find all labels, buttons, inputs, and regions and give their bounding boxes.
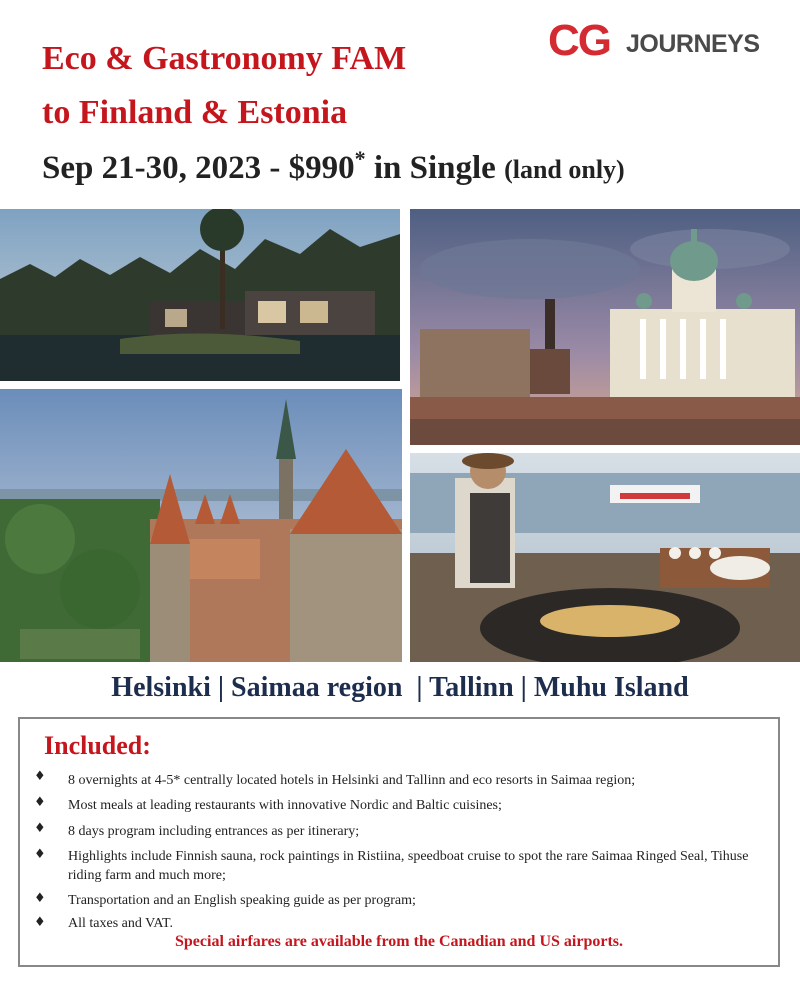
special-airfares-note: Special airfares are available from the Canadian and US airports. (175, 933, 623, 950)
outdoor-chef-cooking-photo (410, 453, 800, 662)
bullet-icon: ♦ (34, 847, 46, 862)
included-item: Transportation and an English speaking guide as per program; (68, 893, 416, 908)
bullet-icon: ♦ (34, 891, 46, 906)
page-title-line-2: to Finland & Estonia (42, 94, 348, 131)
bullet-icon: ♦ (34, 795, 46, 810)
price-asterisk: * (354, 146, 366, 171)
helsinki-cathedral-photo (410, 209, 800, 445)
land-only-note: (land only) (504, 155, 625, 184)
included-item: 8 overnights at 4-5* centrally located hotels in Helsinki and Tallinn and eco resorts in Saimaa region; (68, 773, 636, 788)
tallinn-old-town-photo (0, 389, 402, 662)
lakeside-eco-resort-photo (0, 209, 400, 381)
destinations-line: Helsinki | Saimaa region | Tallinn | Muhu Island (111, 672, 689, 703)
included-item: Most meals at leading restaurants with innovative Nordic and Baltic cuisines; (68, 798, 502, 813)
included-box (18, 717, 780, 967)
logo-cg: CG (548, 16, 610, 65)
bullet-icon: ♦ (34, 915, 46, 930)
included-item: Highlights include Finnish sauna, rock paintings in Ristiina, speedboat cruise to spot the rare Saimaa Ringed Seal, Tihuse riding farm and much more; (68, 849, 749, 883)
cg-journeys-logo (548, 16, 780, 65)
bullet-icon: ♦ (34, 769, 46, 784)
logo-journeys: JOURNEYS (626, 30, 760, 58)
included-title: Included: (44, 731, 151, 760)
dates-price-line (42, 146, 625, 187)
occupancy-label: in Single (365, 150, 505, 186)
included-item: 8 days program including entrances as per itinerary; (68, 824, 360, 839)
page-title-line-1: Eco & Gastronomy FAM (42, 40, 407, 77)
dates-price: Sep 21-30, 2023 - $990 (42, 150, 355, 186)
included-item: All taxes and VAT. (68, 916, 173, 931)
bullet-icon: ♦ (34, 821, 46, 836)
